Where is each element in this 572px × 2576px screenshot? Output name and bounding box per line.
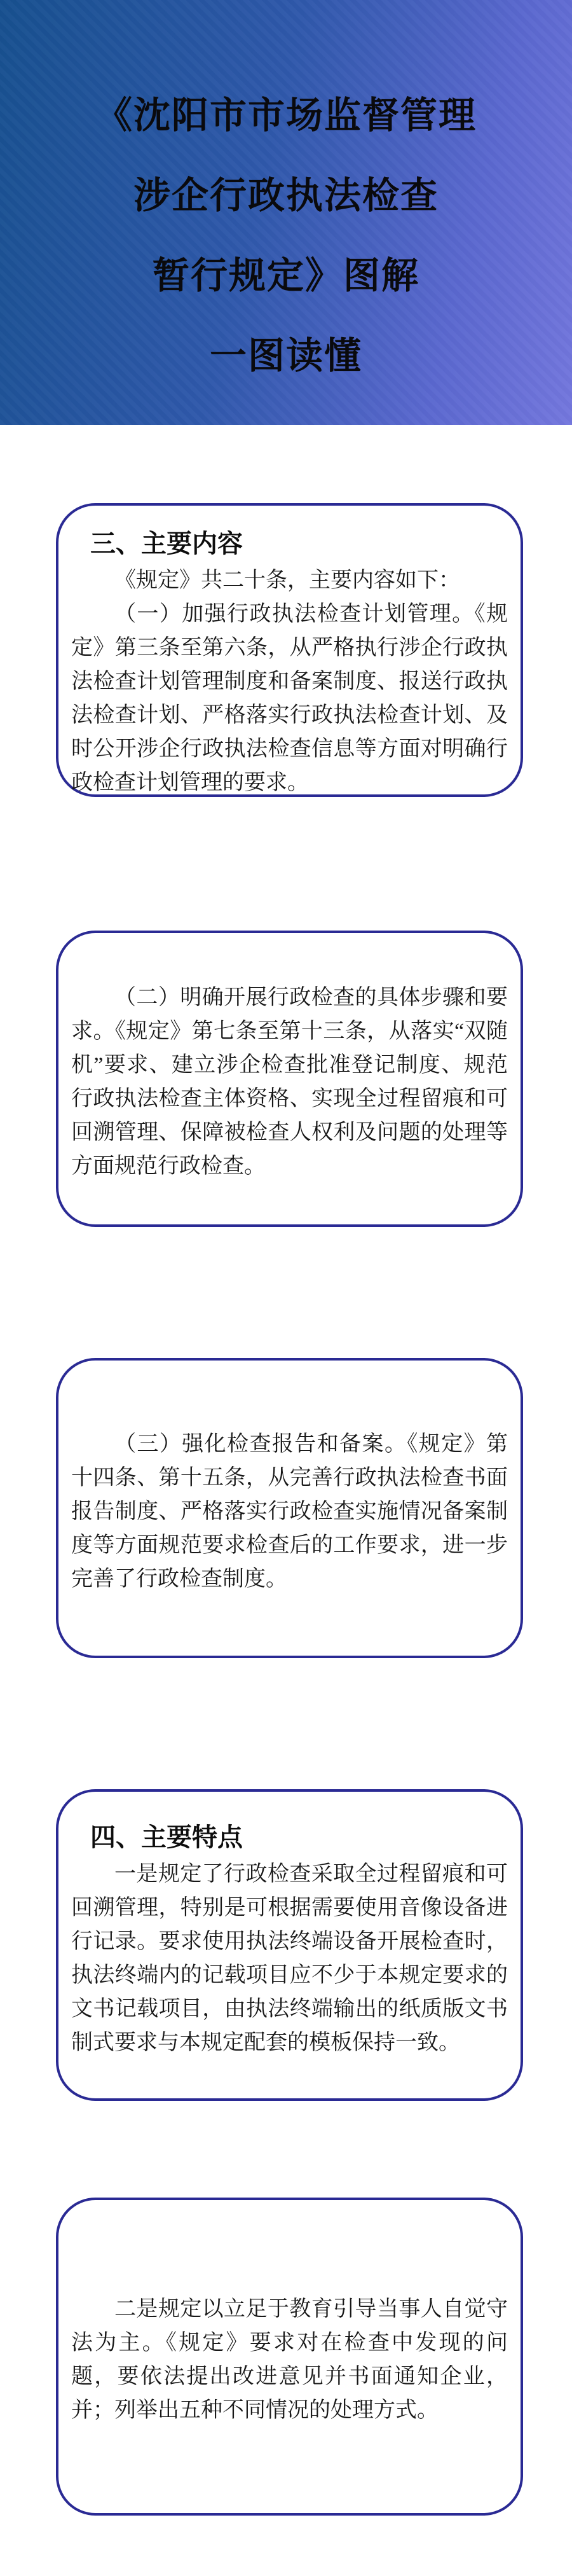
title-line: 一图读懂 xyxy=(209,335,362,377)
info-box-education-guidance xyxy=(56,2198,523,2516)
body-paragraph: 二是规定以立足于教育引导当事人自觉守法为主。《规定》要求对在检查中发现的问题，要依法提出改进意见并书面通知企业，并；列举出五种不同情况的处理方式。 xyxy=(71,2297,508,2422)
section-heading: 三、主要内容 xyxy=(90,530,243,558)
info-box-main-content xyxy=(56,503,523,797)
info-box-report-and-filing xyxy=(56,1358,523,1658)
body-paragraph: 一是规定了行政检查采取全过程留痕和可回溯管理，特别是可根据需要使用音像设备进行记录。要求使用执法终端设备开展检查时，执法终端内的记载项目应不少于本规定要求的文书记载项目，由执法终端输出的纸质版文书制式要求与本规定配套的模板保持一致。 xyxy=(71,1862,508,2054)
header-banner xyxy=(0,0,572,425)
info-box-main-features xyxy=(56,1789,523,2101)
body-paragraph: （二）明确开展行政检查的具体步骤和要求。《规定》第七条至第十三条，从落实“双随机”要求、建立涉企检查批准登记制度、规范行政执法检查主体资格、实现全过程留痕和可回溯管理、保障被检查人权利及问题的处理等方面规范行政检查。 xyxy=(71,986,508,1178)
body-paragraph: （一）加强行政执法检查计划管理。《规定》第三条至第六条，从严格执行涉企行政执法检查计划管理制度和备案制度、报送行政执法检查计划、严格落实行政执法检查计划、及时公开涉企行政执法检查信息等方面对明确行政检查计划管理的要求。 xyxy=(71,602,508,794)
body-paragraph: （三）强化检查报告和备案。《规定》第十四条、第十五条，从完善行政执法检查书面报告制度、严格落实行政检查实施情况备案制度等方面规范要求检查后的工作要求，进一步完善了行政检查制度。 xyxy=(71,1432,508,1591)
title-line: 《沈阳市市场监督管理 xyxy=(95,95,477,136)
body-paragraph: 《规定》共二十条，主要内容如下： xyxy=(114,569,460,592)
title-line: 暂行规定》图解 xyxy=(152,255,419,296)
title-line: 涉企行政执法检查 xyxy=(133,175,439,216)
section-heading: 四、主要特点 xyxy=(90,1824,243,1852)
page-title xyxy=(0,76,572,396)
info-box-inspection-steps xyxy=(56,931,523,1227)
